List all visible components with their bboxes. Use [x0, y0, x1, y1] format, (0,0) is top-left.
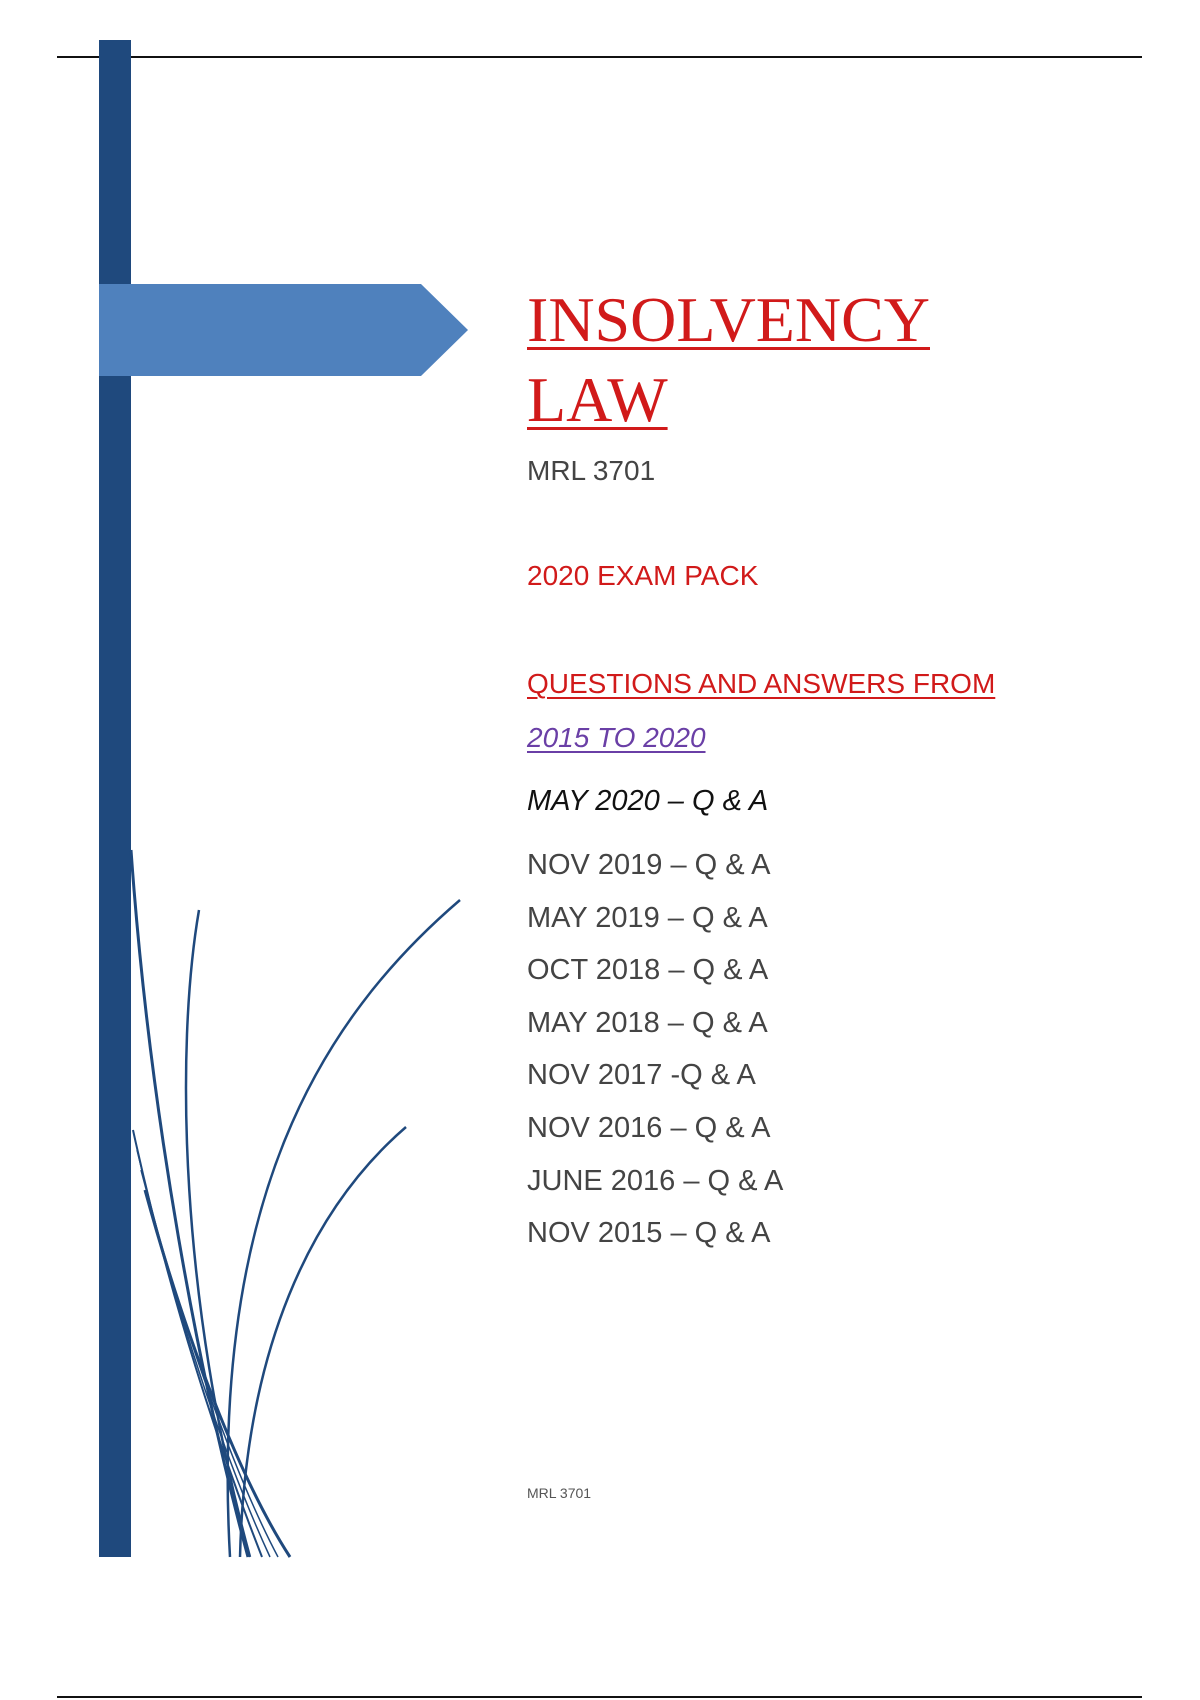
- session-item: JUNE 2016 – Q & A: [527, 1164, 784, 1197]
- footer-course-code: MRL 3701: [527, 1485, 592, 1501]
- session-item: NOV 2019 – Q & A: [527, 849, 771, 881]
- course-code: MRL 3701: [527, 455, 656, 486]
- session-item: NOV 2017 -Q & A: [527, 1059, 756, 1092]
- cover-content: [527, 280, 1127, 1250]
- featured-session: MAY 2020 – Q & A: [527, 785, 769, 817]
- qa-heading: QUESTIONS AND ANSWERS FROM: [527, 668, 996, 699]
- qa-years-link[interactable]: 2015 TO 2020: [527, 722, 706, 753]
- session-item: OCT 2018 – Q & A: [527, 954, 769, 987]
- session-item: MAY 2019 – Q & A: [527, 901, 768, 934]
- session-item: NOV 2016 – Q & A: [527, 1111, 771, 1144]
- session-list: [527, 845, 783, 1266]
- exam-pack-label: 2020 EXAM PACK: [527, 560, 759, 591]
- arrow-banner: [99, 284, 468, 376]
- vertical-bar: [99, 40, 131, 1557]
- swoosh-lines: [131, 850, 460, 1557]
- session-item: MAY 2018 – Q & A: [527, 1006, 768, 1039]
- document-title: INSOLVENCY LAW: [527, 284, 930, 435]
- session-item: NOV 2015 – Q & A: [527, 1217, 771, 1250]
- bottom-rule: [57, 1696, 1142, 1698]
